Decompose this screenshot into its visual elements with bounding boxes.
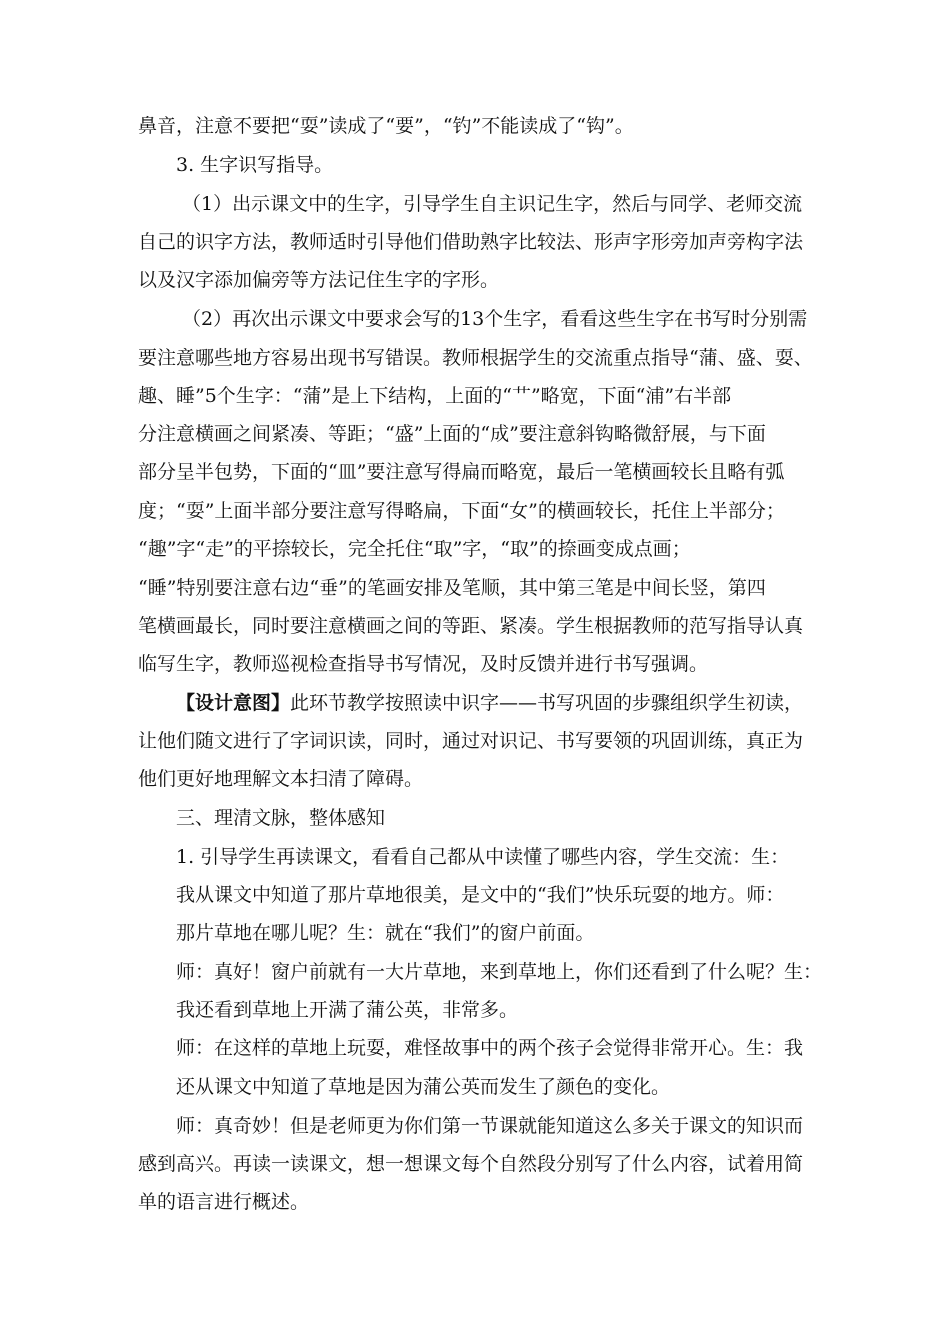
paragraph-line: 感到高兴。再读一读课文，想一想课文每个自然段分别写了什么内容，试着用简 [138,1153,804,1175]
paragraph-line: 鼻音，注意不要把“耍”读成了“要”，“钓”不能读成了“钩”。 [138,115,634,137]
paragraph-line: 还从课文中知道了草地是因为蒲公英而发生了颜色的变化。 [176,1076,671,1098]
paragraph-line: 单的语言进行概述。 [138,1191,310,1213]
section-heading: 3. 生字识写指导。 [176,154,334,176]
section-heading: 三、理清文脉，整体感知 [176,807,386,829]
paragraph-line: 师：真奇妙！但是老师更为你们第一节课就能知道这么多关于课文的知识而 [176,1115,804,1137]
paragraph-line: “趣”字“走”的平捺较长，完全托住“取”字，“取”的捺画变成点画； [138,538,691,560]
paragraph-line: 临写生字，教师巡视检查指导书写情况，及时反馈并进行书写强调。 [138,653,709,675]
paragraph-line: 自己的识字方法，教师适时引导他们借助熟字比较法、形声字形旁加声旁构字法 [138,231,804,253]
paragraph-line: 以及汉字添加偏旁等方法记住生字的字形。 [138,269,500,291]
paragraph-line: 我从课文中知道了那片草地很美，是文中的“我们”快乐玩耍的地方。师： [176,884,785,906]
paragraph-line: 那片草地在哪儿呢？生：就在“我们”的窗户前面。 [176,922,595,944]
paragraph-line: “睡”特别要注意右边“垂”的笔画安排及笔顺，其中第三笔是中间长竖，第四 [138,577,766,599]
paragraph-line: 笔横画最长，同时要注意横画之间的等距、紧凑。学生根据教师的范写指导认真 [138,615,804,637]
paragraph-line: 趣、睡”5个生字：“蒲”是上下结构，上面的“艹”略宽，下面“浦”右半部 [138,385,732,407]
paragraph-line: 我还看到草地上开满了蒲公英，非常多。 [176,999,519,1021]
paragraph-line: 他们更好地理解文本扫清了障碍。 [138,768,424,790]
paragraph-line: 师：真好！窗户前就有一大片草地，来到草地上，你们还看到了什么呢？生： [176,961,823,983]
paragraph-line: 让他们随文进行了字词识读，同时，通过对识记、书写要领的巩固训练，真正为 [138,730,804,752]
paragraph-line: 师：在这样的草地上玩耍，难怪故事中的两个孩子会觉得非常开心。生：我 [176,1037,804,1059]
design-intent-text: 此环节教学按照读中识字——书写巩固的步骤组织学生初读， [290,692,804,714]
paragraph-line: 部分呈半包势，下面的“皿”要注意写得扁而略宽，最后一笔横画较长且略有弧 [138,461,785,483]
design-intent-line [176,691,803,715]
paragraph-line: （2）再次出示课文中要求会写的13个生字，看看这些生字在书写时分别需 [182,308,808,330]
paragraph-line: （1）出示课文中的生字，引导学生自主识记生字，然后与同学、老师交流 [182,193,803,215]
design-intent-label: 【设计意图】 [176,692,291,714]
paragraph-line: 分注意横画之间紧凑、等距；“盛”上面的“成”要注意斜钩略微舒展，与下面 [138,423,766,445]
paragraph-line: 1. 引导学生再读课文，看看自己都从中读懂了哪些内容，学生交流：生： [176,846,790,868]
paragraph-line: 度；“耍”上面半部分要注意写得略扁，下面“女”的横画较长，托住上半部分； [138,500,785,522]
paragraph-line: 要注意哪些地方容易出现书写错误。教师根据学生的交流重点指导“蒲、盛、耍、 [138,347,813,369]
